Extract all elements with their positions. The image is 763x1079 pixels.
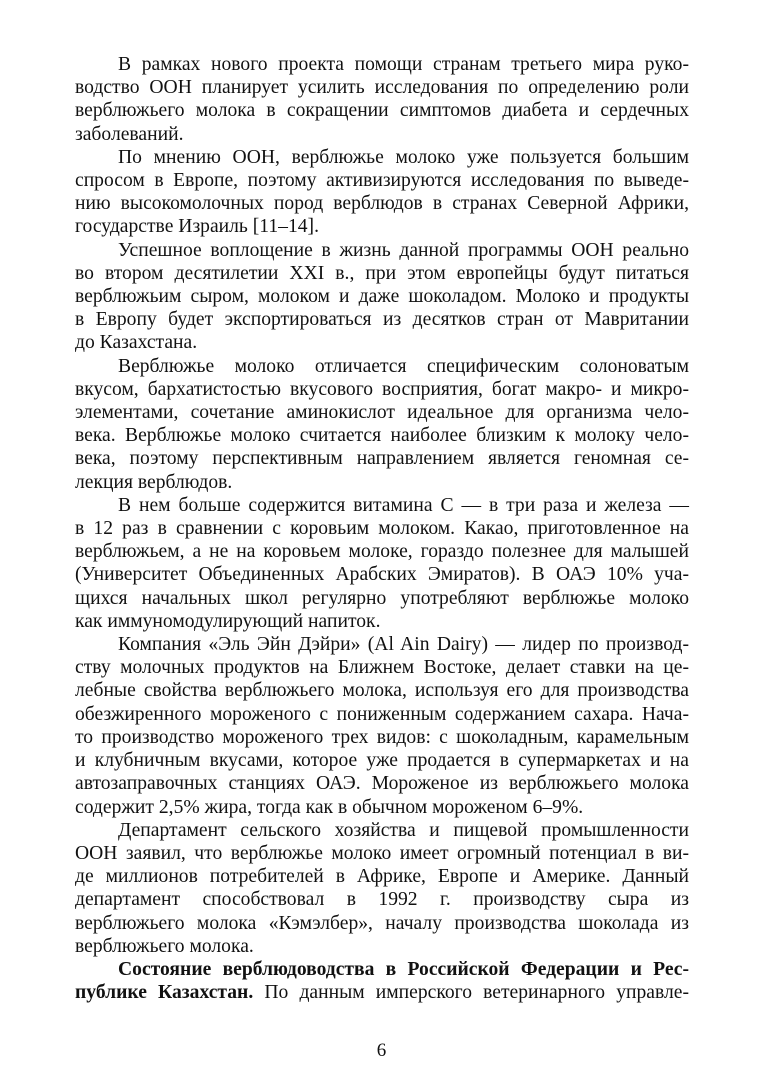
paragraph-7 <box>75 819 689 958</box>
text-line: лебные свойства верблюжьего молока, используя его для производства <box>75 680 689 702</box>
paragraph-1 <box>75 53 689 146</box>
text-line: содержит 2,5% жира, тогда как в обычном мороженом 6–9%. <box>75 796 584 818</box>
text-line: в Европу будет экспортироваться из десятков стран от Мавритании <box>75 309 689 331</box>
text-line: века, поэтому перспективным направлением является геномная се- <box>75 448 689 470</box>
paragraph-6 <box>75 633 689 819</box>
text-line: заболеваний. <box>75 123 184 145</box>
text-line: верблюжьего молока в сокращении симптомов диабета и сердечных <box>75 100 689 122</box>
text-line: ству молочных продуктов на Ближнем Востоке, делает ставки на це- <box>75 657 689 679</box>
text-line: обезжиренного мороженого с пониженным содержанием сахара. Нача- <box>75 703 689 725</box>
section-heading-paragraph <box>75 958 689 1004</box>
text-line: щихся начальных школ регулярно употребляют верблюжье молоко <box>75 587 689 609</box>
text-line: элементами, сочетание аминокислот идеальное для организма чело- <box>75 402 689 424</box>
text-line: государстве Израиль [11–14]. <box>75 216 319 238</box>
text-line: то производство мороженого трех видов: с шоколадным, карамельным <box>75 726 689 748</box>
text-line: века. Верблюжье молоко считается наиболее близким к молоку чело- <box>75 425 689 447</box>
section-heading-line: Состояние верблюдоводства в Российской Федерации и Рес- <box>118 958 689 980</box>
text-line: Департамент сельского хозяйства и пищевой промышленности <box>118 819 689 841</box>
text-line: спросом в Европе, поэтому активизируются исследования по выведе- <box>75 170 689 192</box>
text-line: Верблюжье молоко отличается специфическим солоноватым <box>118 355 689 377</box>
text-line: в 12 раз в сравнении с коровьим молоком. Какао, приготовленное на <box>75 518 689 540</box>
text-line: автозаправочных станциях ОАЭ. Мороженое из верблюжьего молока <box>75 773 689 795</box>
text-line: нию высокомолочных пород верблюдов в странах Северной Африки, <box>75 193 689 215</box>
text-line: до Казахстана. <box>75 332 198 354</box>
paragraph-2 <box>75 146 689 239</box>
text-line: вкусом, бархатистостью вкусового восприятия, богат макро- и микро- <box>75 378 689 400</box>
text-run: По данным имперского ветеринарного управле- <box>253 982 690 1004</box>
text-line: как иммуномодулирующий напиток. <box>75 610 381 632</box>
text-line: Успешное воплощение в жизнь данной программы ООН реально <box>118 239 689 261</box>
paragraph-3 <box>75 239 689 355</box>
document-page <box>75 53 689 1004</box>
text-line: верблюжьим сыром, молоком и даже шоколадом. Молоко и продукты <box>75 286 689 308</box>
paragraph-5 <box>75 494 689 633</box>
text-line: По мнению ООН, верблюжье молоко уже пользуется большим <box>118 146 689 168</box>
text-line: В нем больше содержится витамина С — в три раза и железа — <box>118 494 689 516</box>
text-line <box>75 981 689 1004</box>
text-line: и клубничным вкусами, которое уже продается в супермаркетах и на <box>75 750 689 772</box>
text-line: верблюжьего молока. <box>75 935 254 957</box>
paragraph-4 <box>75 355 689 494</box>
text-line: во втором десятилетии XXI в., при этом европейцы будут питаться <box>75 262 689 284</box>
text-line: В рамках нового проекта помощи странам третьего мира руко- <box>118 54 689 75</box>
text-line: ООН заявил, что верблюжье молоко имеет огромный потенциал в ви- <box>75 842 689 864</box>
text-line: водство ООН планирует усилить исследования по определению роли <box>75 77 689 99</box>
text-line: (Университет Объединенных Арабских Эмиратов). В ОАЭ 10% уча- <box>75 564 689 586</box>
page-number: 6 <box>376 1040 387 1061</box>
text-line: верблюжьего молока «Кэмэлбер», началу производства шоколада из <box>75 912 689 934</box>
section-heading-end: публике Казахстан. <box>75 982 254 1004</box>
text-line: верблюжьем, а не на коровьем молоке, гораздо полезнее для малышей <box>75 541 689 563</box>
text-line: лекция верблюдов. <box>75 471 233 493</box>
text-line: Компания «Эль Эйн Дэйри» (Al Ain Dairy) — лидер по производ- <box>118 634 689 656</box>
text-line: де миллионов потребителей в Африке, Европе и Америке. Данный <box>75 866 689 888</box>
text-line: департамент способствовал в 1992 г. производству сыра из <box>75 889 689 911</box>
